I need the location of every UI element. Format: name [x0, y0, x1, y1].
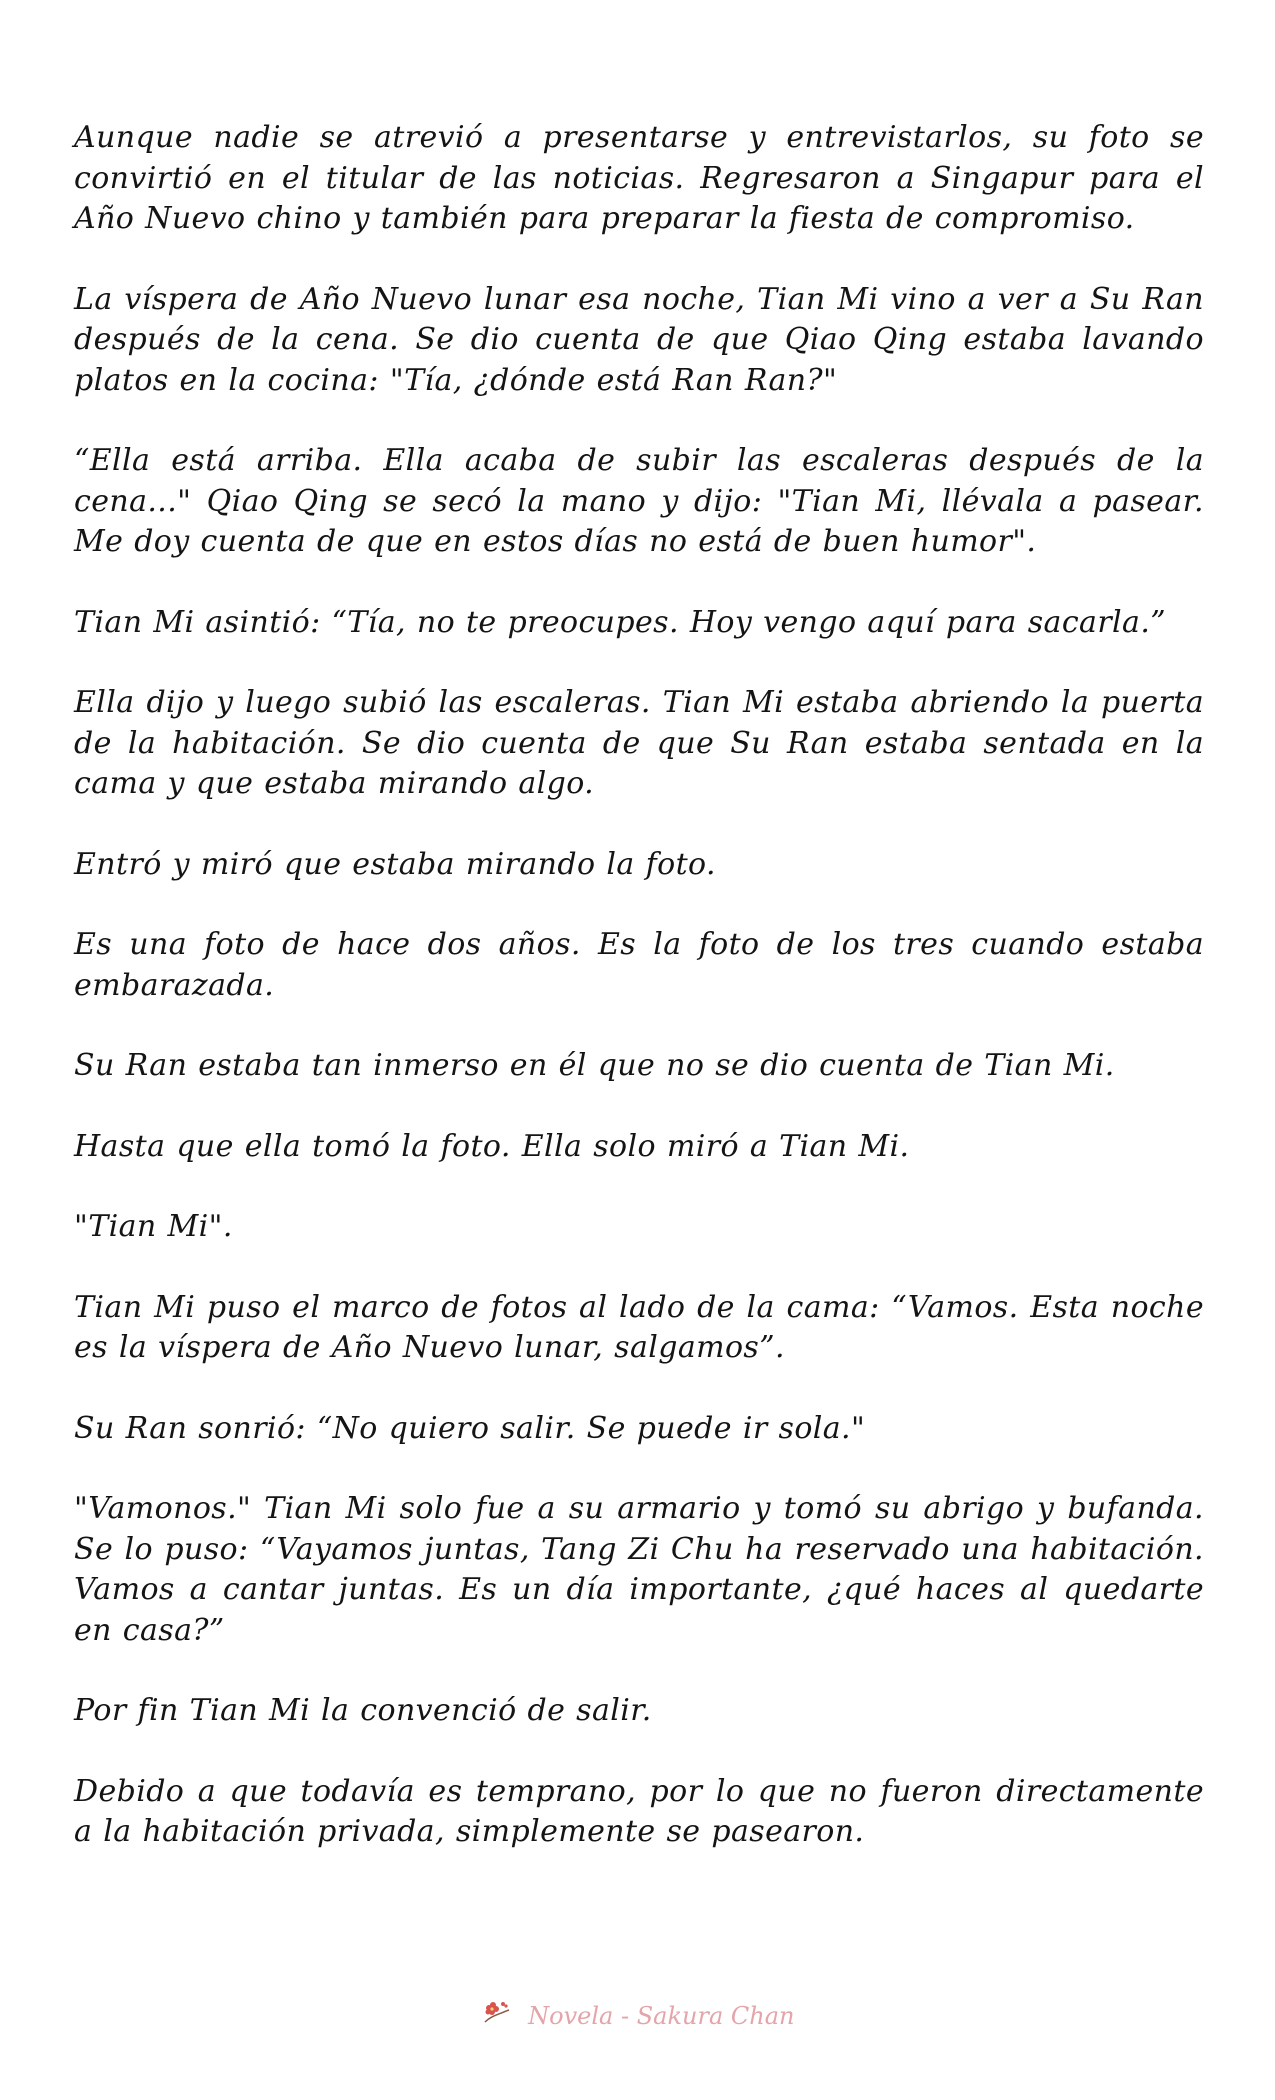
paragraph-8: Su Ran estaba tan inmerso en él que no se dio cuenta de Tian Mi. — [74, 1048, 1115, 1083]
paragraph-15: Debido a que todavía es temprano, por lo que no fueron directamente a la habitación privada, simplemente se pasearon. — [74, 1773, 1204, 1849]
paragraph-9: Hasta que ella tomó la foto. Ella solo miró a Tian Mi. — [74, 1128, 910, 1164]
paragraph-5: Ella dijo y luego subió las escaleras. Tian Mi estaba abriendo la puerta de la habitación. Se dio cuenta de que Su Ran estaba sentada en la cama y que estaba mirando algo. — [74, 685, 1204, 801]
paragraph-12: Su Ran sonrió: “No quiero salir. Se puede ir sola." — [74, 1410, 866, 1446]
paragraph-14: Por fin Tian Mi la convenció de salir. — [74, 1693, 652, 1728]
paragraph-10: "Tian Mi". — [74, 1209, 233, 1244]
document-page — [74, 118, 1204, 1893]
paragraph-2: La víspera de Año Nuevo lunar esa noche, Tian Mi vino a ver a Su Ran después de la cena. Se dio cuenta de que Qiao Qing estaba lavando platos en la cocina: "Tía, ¿dónde está Ran Ran?" — [74, 281, 1204, 398]
sakura-flower-icon — [481, 1998, 515, 2028]
paragraph-1: Aunque nadie se atrevió a presentarse y entrevistarlos, su foto se convirtió en el titular de las noticias. Regresaron a Singapur para el Año Nuevo chino y también para preparar la fiesta de compromiso. — [74, 120, 1204, 236]
watermark-text: Novela - Sakura Chan — [528, 2002, 795, 2030]
paragraph-6: Entró y miró que estaba mirando la foto. — [74, 846, 716, 882]
paragraph-13: "Vamonos." Tian Mi solo fue a su armario y tomó su abrigo y bufanda. Se lo puso: “Vayamos juntas, Tang Zi Chu ha reservado una habitación. Vamos a cantar juntas. Es un día importante, ¿qué haces al quedarte en casa?” — [74, 1491, 1204, 1648]
paragraph-4: Tian Mi asintió: “Tía, no te preocupes. Hoy vengo aquí para sacarla.” — [74, 604, 1167, 640]
paragraph-7: Es una foto de hace dos años. Es la foto de los tres cuando estaba embarazada. — [74, 927, 1204, 1003]
footer-watermark — [0, 1998, 1275, 2030]
paragraph-3: “Ella está arriba. Ella acaba de subir las escaleras después de la cena..." Qiao Qing se secó la mano y dijo: "Tian Mi, llévala a pasear. Me doy cuenta de que en estos días no está de buen humor". — [74, 443, 1204, 559]
paragraph-11: Tian Mi puso el marco de fotos al lado de la cama: “Vamos. Esta noche es la víspera de Año Nuevo lunar, salgamos”. — [74, 1289, 1204, 1365]
